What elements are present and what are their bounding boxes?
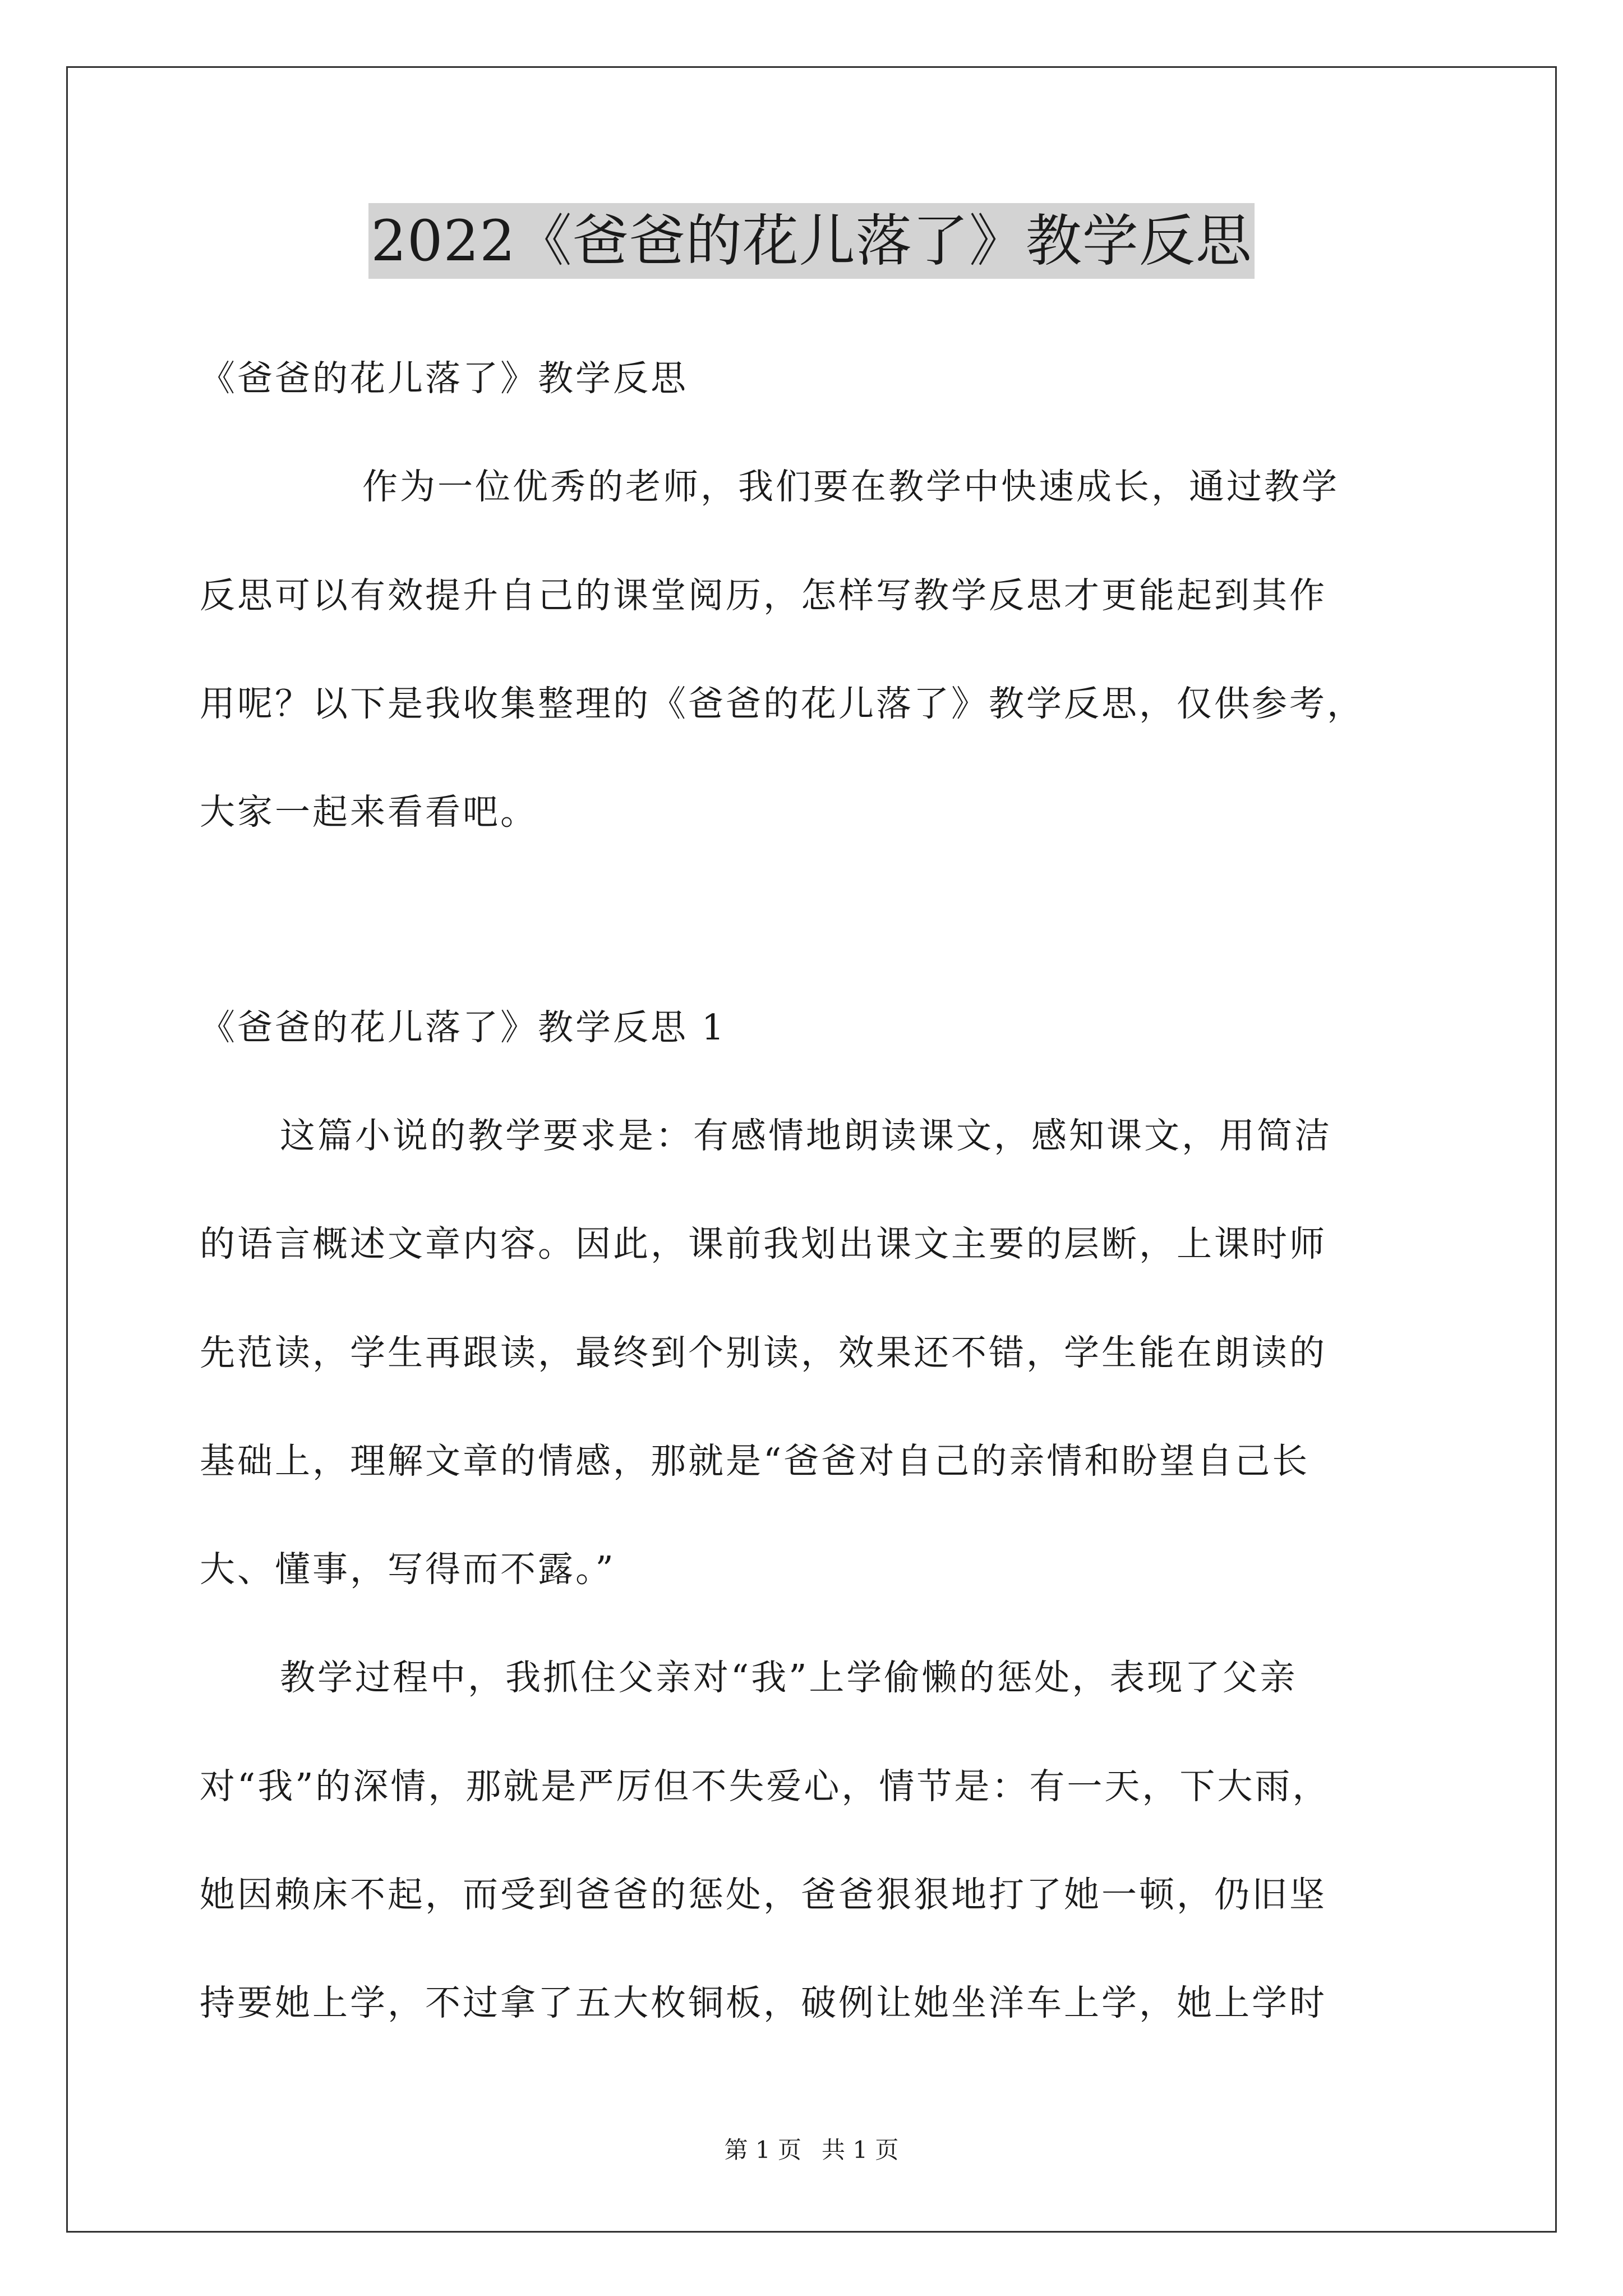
paragraph-line: 这篇小说的教学要求是：有感情地朗读课文，感知课文，用简洁	[280, 1115, 1332, 1156]
paragraph-line: 的语言概述文章内容。因此，课前我划出课文主要的层断，上课时师	[200, 1223, 1327, 1264]
paragraph-line: 她因赖床不起，而受到爸爸的惩处，爸爸狠狠地打了她一顿，仍旧坚	[200, 1874, 1327, 1915]
intro-line: 大家一起来看看吧。	[200, 792, 538, 832]
paragraph-line: 先范读，学生再跟读，最终到个别读，效果还不错，学生能在朗读的	[200, 1332, 1327, 1373]
paragraph-line: 大、懂事，写得而不露。”	[200, 1549, 616, 1590]
subtitle: 《爸爸的花儿落了》教学反思	[200, 358, 688, 399]
paragraph-line: 基础上，理解文章的情感，那就是“爸爸对自己的亲情和盼望自己长	[200, 1441, 1310, 1481]
paragraph-line: 持要她上学，不过拿了五大枚铜板，破例让她坐洋车上学，她上学时	[200, 1982, 1327, 2023]
paragraph-line: 教学过程中，我抓住父亲对“我”上学偷懒的惩处，表现了父亲	[280, 1657, 1298, 1698]
title-container	[0, 203, 1623, 279]
section-heading: 《爸爸的花儿落了》教学反思 1	[200, 1007, 727, 1048]
page-number: 第 1 页	[724, 2136, 801, 2164]
page-footer	[0, 2134, 1623, 2166]
intro-line: 作为一位优秀的老师，我们要在教学中快速成长，通过教学	[362, 466, 1339, 507]
intro-line: 用呢？以下是我收集整理的《爸爸的花儿落了》教学反思，仅供参考，	[200, 683, 1364, 724]
page-total: 共 1 页	[822, 2136, 899, 2164]
intro-line: 反思可以有效提升自己的课堂阅历，怎样写教学反思才更能起到其作	[200, 575, 1327, 616]
document-title: 2022《爸爸的花儿落了》教学反思	[368, 203, 1255, 279]
paragraph-line: 对“我”的深情，那就是严厉但不失爱心，情节是：有一天，下大雨，	[200, 1766, 1330, 1807]
